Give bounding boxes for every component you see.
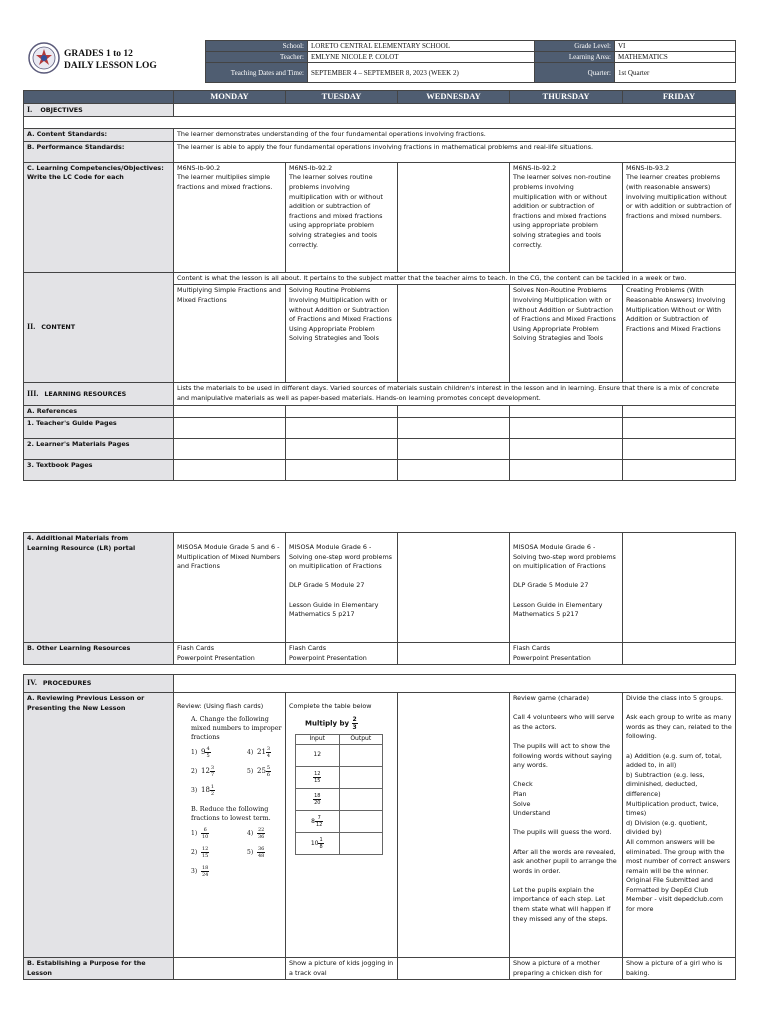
references-label: A. References [24,405,174,418]
table-row: 12 [296,744,340,766]
tg-tuesday [286,418,398,439]
competency-thursday: M6NS-Ib-92.2 The learner solves non-routine problems involving multiplication with or without addition or subtraction of fractions and mixed fractions using appropriate problem solving strategies and tools correctly. [510,162,623,272]
content-note: Content is what the lesson is all about. It pertains to the subject matter that the teacher aims to teach. In the CG, the content can be tackled in a week or two. [174,272,736,285]
additional-thursday: MISOSA Module Grade 6 - Solving two-step word problems on multiplication of Fractions DLP Grade 5 Module 27 Lesson Guide in Elementary Mathematics 5 p217 [510,533,623,643]
ref-wednesday [398,405,510,418]
title-block [22,38,206,82]
table-row: 10 $\frac{1}{8}$ [296,832,340,854]
teachers-guide-label: 1. Teacher's Guide Pages [24,418,174,439]
deped-seal-icon [28,42,60,74]
list-item: 3) 18 $\frac{1}{2}$ [191,784,215,797]
tb-friday [623,460,736,481]
ref-monday [174,405,286,418]
review-intro: Review: (Using flash cards) [177,702,264,710]
tg-friday [623,418,736,439]
teacher-value: EMLYNE NICOLE P. COLOT [308,52,535,63]
content-friday: Creating Problems (With Reasonable Answers) Involving Multiplication Without or With Addition or Subtraction of Fractions and Mixed Fractions [623,285,736,383]
spacer-row [24,117,736,129]
table-row: 8 $\frac{7}{12}$ [296,810,340,832]
competency-monday: M6NS-Ib-90.2 The learner multiplies simple fractions and mixed fractions. [174,162,286,272]
list-item: 4) $\frac{22}{36}$ [247,827,265,840]
tg-monday [174,418,286,439]
day-header-wednesday: WEDNESDAY [398,91,510,104]
content-thursday: Solves Non-Routine Problems Involving Multiplication with or without Addition or Subtraction of Fractions and Mixed Fractions Using Appropriate Problem Solving Strategies and Tools [510,285,623,383]
list-item: 1) $\frac{6}{10}$ [191,827,209,840]
review-wednesday [398,693,510,958]
list-item: 5) 25 $\frac{5}{6}$ [247,765,271,778]
area-value: MATHEMATICS [615,52,736,63]
header-info-table [205,40,736,83]
list-item: 3) $\frac{18}{24}$ [191,865,209,878]
grade-label: Grade Level: [535,41,615,52]
lm-tuesday [286,439,398,460]
school-label: School: [206,41,308,52]
tg-wednesday [398,418,510,439]
lm-thursday [510,439,623,460]
ref-tuesday [286,405,398,418]
other-tuesday: Flash Cards Powerpoint Presentation [286,643,398,665]
quarter-value: 1st Quarter [615,63,736,83]
content-tuesday: Solving Routine Problems Involving Multiplication with or without Addition or Subtraction of Fractions and Mixed Fractions Using Appropriate Problem Solving Strategies and Tools [286,285,398,383]
review-label: A. Reviewing Previous Lesson or Presenting the New Lesson [24,693,174,958]
area-label: Learning Area: [535,52,615,63]
lm-wednesday [398,439,510,460]
review-part-b: B. Reduce the following fractions to lowest term. [191,805,271,822]
review-friday: Divide the class into 5 groups. Ask each group to write as many words as they can, related to the following. a) Addition (e.g. sum of, total, added to, in all) b) Subtraction (e.g. less, diminished, deducted, difference) Multiplication product, twice, times) d) Division (e.g. quotient, divided by) All common answers will be eliminated. The group with the most number of correct answers remain will be the winner. Original File Submitted and Formatted by DepEd Club Member - visit depedclub.com for more [623,693,736,958]
resources-continued-table [23,532,736,665]
content-monday: Multiplying Simple Fractions and Mixed Fractions [174,285,286,383]
mixed-number-list [191,746,282,797]
review-monday [174,693,286,958]
review-tuesday [286,693,398,958]
procedures-empty [174,675,736,693]
tb-thursday [510,460,623,481]
other-friday [623,643,736,665]
day-header-tuesday: TUESDAY [286,91,398,104]
additional-materials-label: 4. Additional Materials from Learning Resource (LR) portal [24,533,174,643]
fraction-list [191,827,282,878]
table-instruction: Complete the table below [289,702,372,710]
review-thursday: Review game (charade) Call 4 volunteers who will serve as the actors. The pupils will act to show the following words without saying any words. Check Plan Solve Understand The pupils will guess the word. After all the words are revealed, ask another pupil to arrange the words in order. Let the pupils explain the importance of each step. Let them state what will happen if they missed any of the steps. [510,693,623,958]
school-value: LORETO CENTRAL ELEMENTARY SCHOOL [308,41,535,52]
procedures-heading: IV. PROCEDURES [24,675,174,693]
list-item: 5) $\frac{36}{48}$ [247,846,265,859]
purpose-thursday: Show a picture of a mother preparing a chicken dish for [510,958,623,980]
purpose-friday: Show a picture of a girl who is baking. [623,958,736,980]
table-row: $\frac{18}{20}$ [296,788,340,810]
multiply-by-title: Multiply by $\frac{2}{3}$ [305,715,357,731]
grade-value: VI [615,41,736,52]
content-heading: II. CONTENT [24,272,174,383]
procedures-table [23,674,736,980]
output-header: Output [339,734,383,744]
input-output-table [295,734,383,855]
lm-monday [174,439,286,460]
other-resources-label: B. Other Learning Resources [24,643,174,665]
corner-cell [24,91,174,104]
performance-standards-label: B. Performance Standards: [24,141,174,162]
other-wednesday [398,643,510,665]
input-header: Input [296,734,340,744]
tb-tuesday [286,460,398,481]
competency-friday: M6NS-Ib-93.2 The learner creates problems (with reasonable answers) involving multiplication without or with addition or subtraction of fractions and mixed numbers. [623,162,736,272]
content-standards-text: The learner demonstrates understanding of the four fundamental operations involving fractions. [174,129,736,142]
quarter-label: Quarter: [535,63,615,83]
purpose-tuesday: Show a picture of kids jogging in a track oval [286,958,398,980]
other-monday: Flash Cards Powerpoint Presentation [174,643,286,665]
additional-wednesday [398,533,510,643]
competencies-label: C. Learning Competencies/Objectives: Write the LC Code for each [24,162,174,272]
additional-friday [623,533,736,643]
competency-tuesday: M6NS-Ib-92.2 The learner solves routine problems involving multiplication with or without addition or subtraction of fractions and mixed fractions using appropriate problem solving strategies and tools correctly. [286,162,398,272]
objectives-heading: I. OBJECTIVES [24,103,174,117]
day-header-monday: MONDAY [174,91,286,104]
lm-friday [623,439,736,460]
dates-label: Teaching Dates and Time: [206,63,308,83]
purpose-label: B. Establishing a Purpose for the Lesson [24,958,174,980]
list-item: 2) $\frac{12}{15}$ [191,846,209,859]
resources-heading: III. LEARNING RESOURCES [24,383,174,405]
tb-wednesday [398,460,510,481]
teacher-label: Teacher: [206,52,308,63]
list-item: 4) 21 $\frac{3}{4}$ [247,746,271,759]
other-thursday: Flash Cards Powerpoint Presentation [510,643,623,665]
title-line-1: GRADES 1 to 12 [64,49,133,59]
additional-tuesday: MISOSA Module Grade 6 - Solving one-step word problems on multiplication of Fractions DLP Grade 5 Module 27 Lesson Guide in Elementary Mathematics 5 p217 [286,533,398,643]
performance-standards-text: The learner is able to apply the four fundamental operations involving fractions in mathematical problems and real-life situations. [174,141,736,162]
content-standards-label: A. Content Standards: [24,129,174,142]
day-header-friday: FRIDAY [623,91,736,104]
learners-materials-label: 2. Learner's Materials Pages [24,439,174,460]
objectives-empty [174,103,736,117]
content-wednesday [398,285,510,383]
ref-thursday [510,405,623,418]
resources-note: Lists the materials to be used in different days. Varied sources of materials sustain children's interest in the lesson and in learning. Ensure that there is a mix of concrete and manipulative materials as well as paper-based materials. Hands-on learning promotes concept development. [174,383,736,405]
competency-wednesday [398,162,510,272]
tg-thursday [510,418,623,439]
textbook-label: 3. Textbook Pages [24,460,174,481]
purpose-monday [174,958,286,980]
review-part-a: A. Change the following mixed numbers to improper fractions [191,715,282,741]
dates-value: SEPTEMBER 4 – SEPTEMBER 8, 2023 (WEEK 2) [308,63,535,83]
lesson-log-table [23,90,736,481]
table-row: $\frac{12}{15}$ [296,766,340,788]
ref-friday [623,405,736,418]
additional-monday: MISOSA Module Grade 5 and 6 - Multiplication of Mixed Numbers and Fractions [174,533,286,643]
title-line-2: DAILY LESSON LOG [64,61,157,71]
list-item: 2) 12 $\frac{3}{7}$ [191,765,215,778]
list-item: 1) 9 $\frac{4}{5}$ [191,746,210,759]
tb-monday [174,460,286,481]
purpose-wednesday [398,958,510,980]
day-header-thursday: THURSDAY [510,91,623,104]
